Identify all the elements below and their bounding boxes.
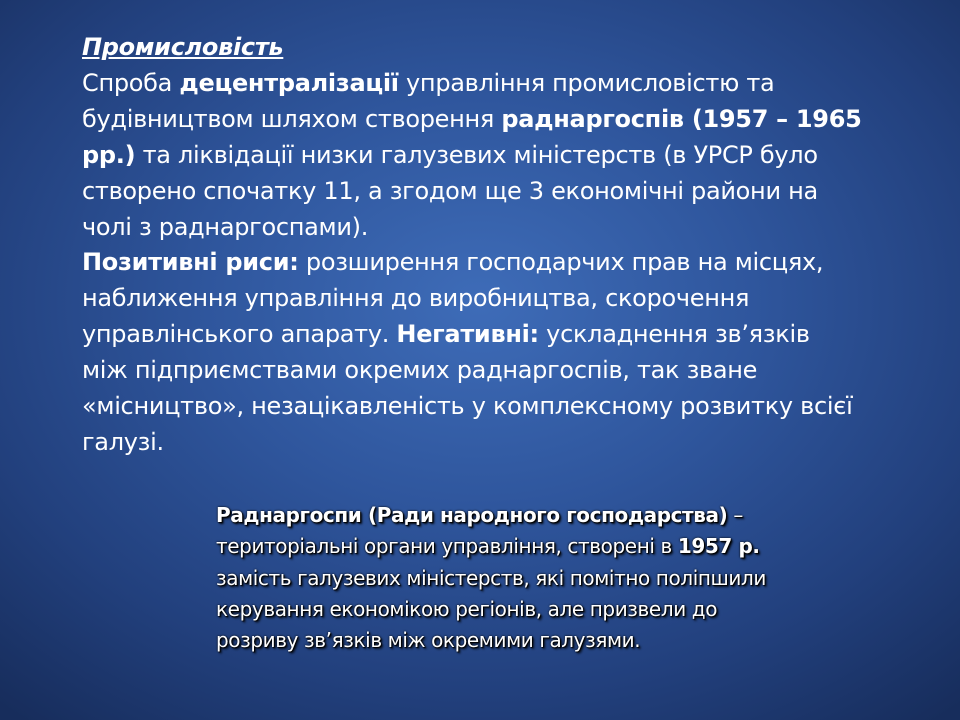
paragraph1-text-2: управління промисловістю та будівництвом шляхом створення: [82, 68, 775, 133]
note-bold-term: Раднаргоспи (Ради народного господарства): [216, 503, 728, 527]
definition-note: [216, 500, 776, 656]
note-bold-year: 1957 р.: [677, 534, 760, 559]
note-text-2: замість галузевих міністерств, які помітно поліпшили керування економікою регіонів, але призвели до розриву зв’язків між окремими галузями.: [216, 565, 767, 653]
paragraph1-bold-decentralization: децентралізації: [179, 68, 399, 97]
paragraph2-text-1: розширення господарчих прав на місцях, наближення управління до виробництва, скорочення управлінського апарату.: [82, 248, 824, 349]
note-text-1: – територіальні органи управління, створені в: [216, 503, 743, 559]
paragraph1-bold-sovnarkhoz-years: раднаргоспів (1957 – 1965 рр.): [82, 104, 862, 169]
paragraph1-text-1: Спроба: [82, 68, 180, 97]
paragraph2-bold-negative: Негативні:: [396, 320, 539, 349]
definition-note-text: [216, 500, 776, 656]
paragraph-pros-cons: [82, 245, 862, 460]
paragraph2-text-2: ускладнення зв’язків між підприємствами окремих раднаргоспів, так зване «місництво», незацікавленість у комплексному розвитку всієї галузі.: [82, 320, 853, 456]
paragraph-decentralization: [82, 66, 862, 246]
slide-title-text: Промисловість: [82, 33, 284, 61]
paragraph2-bold-positive: Позитивні риси:: [82, 248, 299, 277]
main-text-block: [82, 30, 862, 461]
paragraph1-text-3: та ліквідації низки галузевих міністерств (в УРСР було створено спочатку 11, а згодом ще 3 економічні райони на чолі з раднаргоспами).: [82, 140, 818, 241]
slide-title: [82, 30, 862, 66]
